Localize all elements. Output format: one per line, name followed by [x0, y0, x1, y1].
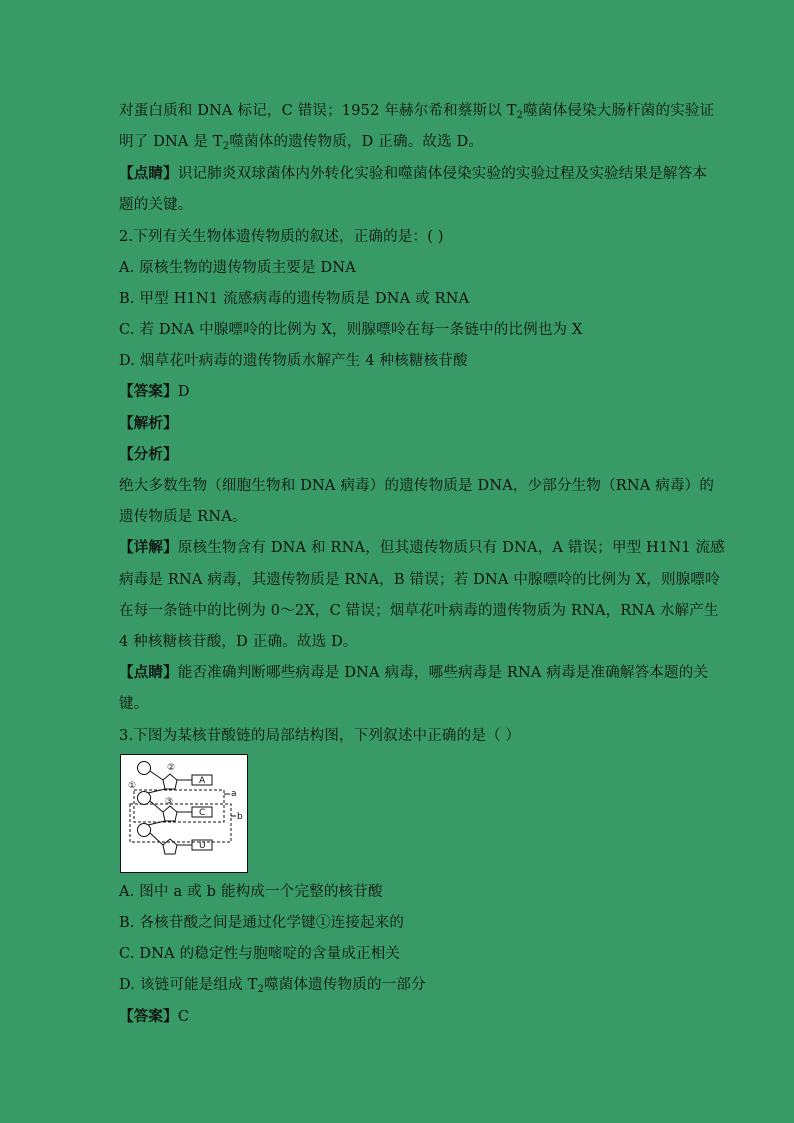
label-bond-1: ①	[128, 781, 137, 791]
label-region-b: b	[237, 812, 243, 822]
q3-option-a: A. 图中 a 或 b 能构成一个完整的核苷酸	[119, 884, 383, 900]
prev-line-2: 明了 DNA 是 $T_2$噬菌体的遗传物质，D 正确。故选 D。	[119, 134, 484, 152]
q3-option-c: C. DNA 的稳定性与胞嘧啶的含量成正相关	[119, 946, 401, 962]
q2-option-b: B. 甲型 H1N1 流感病毒的遗传物质是 DNA 或 RNA	[119, 291, 470, 307]
q3-option-b: B. 各核苷酸之间是通过化学键①连接起来的	[119, 915, 405, 931]
q3-option-d: D. 该链可能是组成 $T_2$噬菌体遗传物质的一部分	[119, 977, 426, 995]
base-label-u: U	[199, 841, 206, 851]
q2-stem: 2.下列有关生物体遗传物质的叙述，正确的是：( )	[119, 229, 444, 245]
base-label-a: A	[199, 776, 206, 786]
q2-detail-3: 在每一条链中的比例为 0～2X，C 错误；烟草花叶病毒的遗传物质为 RNA，RNA 水解产生	[119, 603, 719, 619]
label-bond-2: ②	[167, 763, 176, 773]
q2-detail-2: 病毒是 RNA 病毒，其遗传物质是 RNA，B 错误；若 DNA 中腺嘌呤的比例为 X，则腺嘌呤	[119, 572, 720, 588]
q2-jiexi-tag: 【解析】	[119, 415, 178, 432]
q3-stem: 3.下图为某核苷酸链的局部结构图，下列叙述中正确的是（ ）	[119, 728, 521, 744]
q2-tip: 【点睛】能否准确判断哪些病毒是 DNA 病毒，哪些病毒是 RNA 病毒是准确解答本题的关	[119, 664, 709, 681]
q2-analysis-2: 遗传物质是 RNA。	[119, 509, 247, 525]
q2-analysis-1: 绝大多数生物（细胞生物和 DNA 病毒）的遗传物质是 DNA，少部分生物（RNA 病毒）的	[119, 478, 715, 494]
q2-option-c: C. 若 DNA 中腺嘌呤的比例为 X，则腺嘌呤在每一条链中的比例也为 X	[119, 322, 583, 338]
q2-tip-cont: 键。	[119, 696, 149, 712]
prev-tip-cont: 题的关键。	[119, 197, 193, 213]
q2-option-a: A. 原核生物的遗传物质主要是 DNA	[119, 260, 356, 276]
q2-detail-4: 4 种核糖核苷酸，D 正确。故选 D。	[119, 634, 358, 650]
q2-option-d: D. 烟草花叶病毒的遗传物质水解产生 4 种核糖核苷酸	[119, 353, 468, 369]
prev-tip-line: 【点睛】识记肺炎双球菌体内外转化实验和噬菌体侵染实验的实验过程及实验结果是解答本	[119, 165, 708, 182]
q3-answer: 【答案】C	[119, 1008, 190, 1025]
q2-fenxi-tag: 【分析】	[119, 446, 178, 463]
prev-line-1: 对蛋白质和 DNA 标记，C 错误；1952 年赫尔希和蔡斯以 $T_2$噬菌体侵染大肠杆菌的实验证	[119, 103, 715, 121]
tip-tag: 【点睛】	[119, 165, 178, 182]
label-region-a: a	[231, 789, 237, 799]
base-label-c: C	[199, 808, 206, 818]
label-bond-3: ③	[165, 797, 174, 807]
q2-answer: 【答案】D	[119, 383, 190, 400]
nucleotide-chain-diagram	[120, 754, 248, 873]
q2-detail-1: 【详解】原核生物含有 DNA 和 RNA，但其遗传物质只有 DNA，A 错误；甲型 H1N1 流感	[119, 539, 725, 556]
